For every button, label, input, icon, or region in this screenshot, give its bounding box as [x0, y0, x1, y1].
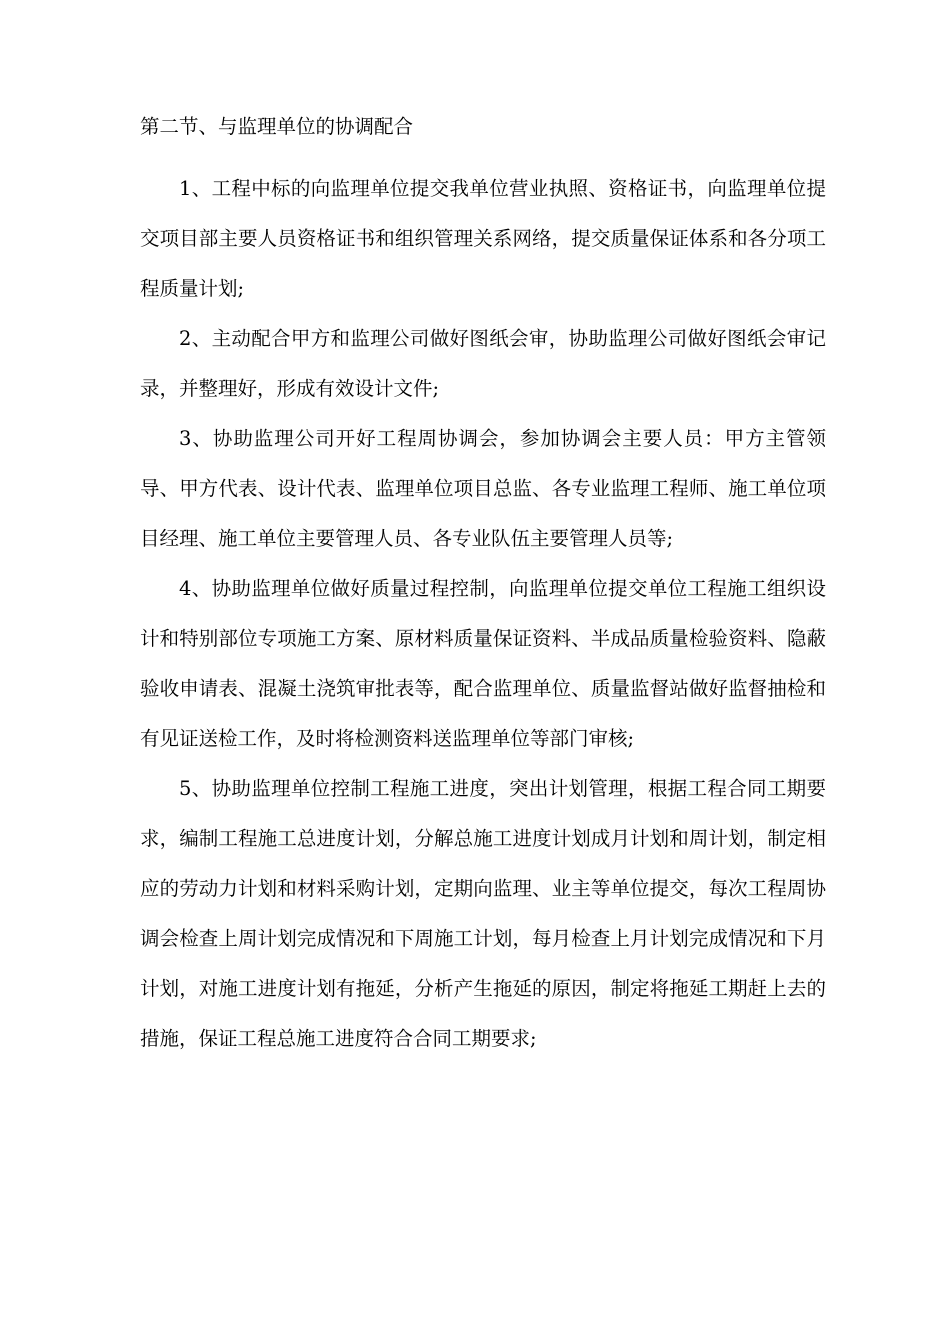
paragraph-3: 3、协助监理公司开好工程周协调会，参加协调会主要人员：甲方主管领导、甲方代表、设计代表、监理单位项目总监、各专业监理工程师、施工单位项目经理、施工单位主要管理人员、各专业队伍主要管理人员等;	[140, 427, 826, 550]
document-page	[140, 102, 826, 1064]
paragraph-2: 2、主动配合甲方和监理公司做好图纸会审，协助监理公司做好图纸会审记录，并整理好，形成有效设计文件;	[140, 327, 826, 400]
paragraph-1: 1、工程中标的向监理单位提交我单位营业执照、资格证书，向监理单位提交项目部主要人员资格证书和组织管理关系网络，提交质量保证体系和各分项工程质量计划;	[140, 177, 826, 300]
paragraph-4: 4、协助监理单位做好质量过程控制，向监理单位提交单位工程施工组织设计和特别部位专项施工方案、原材料质量保证资料、半成品质量检验资料、隐蔽验收申请表、混凝土浇筑审批表等，配合监理单位、质量监督站做好监督抽检和有见证送检工作，及时将检测资料送监理单位等部门审核;	[140, 577, 826, 750]
paragraph-5: 5、协助监理单位控制工程施工进度，突出计划管理，根据工程合同工期要求，编制工程施工总进度计划，分解总施工进度计划成月计划和周计划，制定相应的劳动力计划和材料采购计划，定期向监理、业主等单位提交，每次工程周协调会检查上周计划完成情况和下周施工计划，每月检查上月计划完成情况和下月计划，对施工进度计划有拖延，分析产生拖延的原因，制定将拖延工期赶上去的措施，保证工程总施工进度符合合同工期要求;	[140, 777, 826, 1050]
section-title: 第二节、与监理单位的协调配合	[140, 115, 414, 138]
